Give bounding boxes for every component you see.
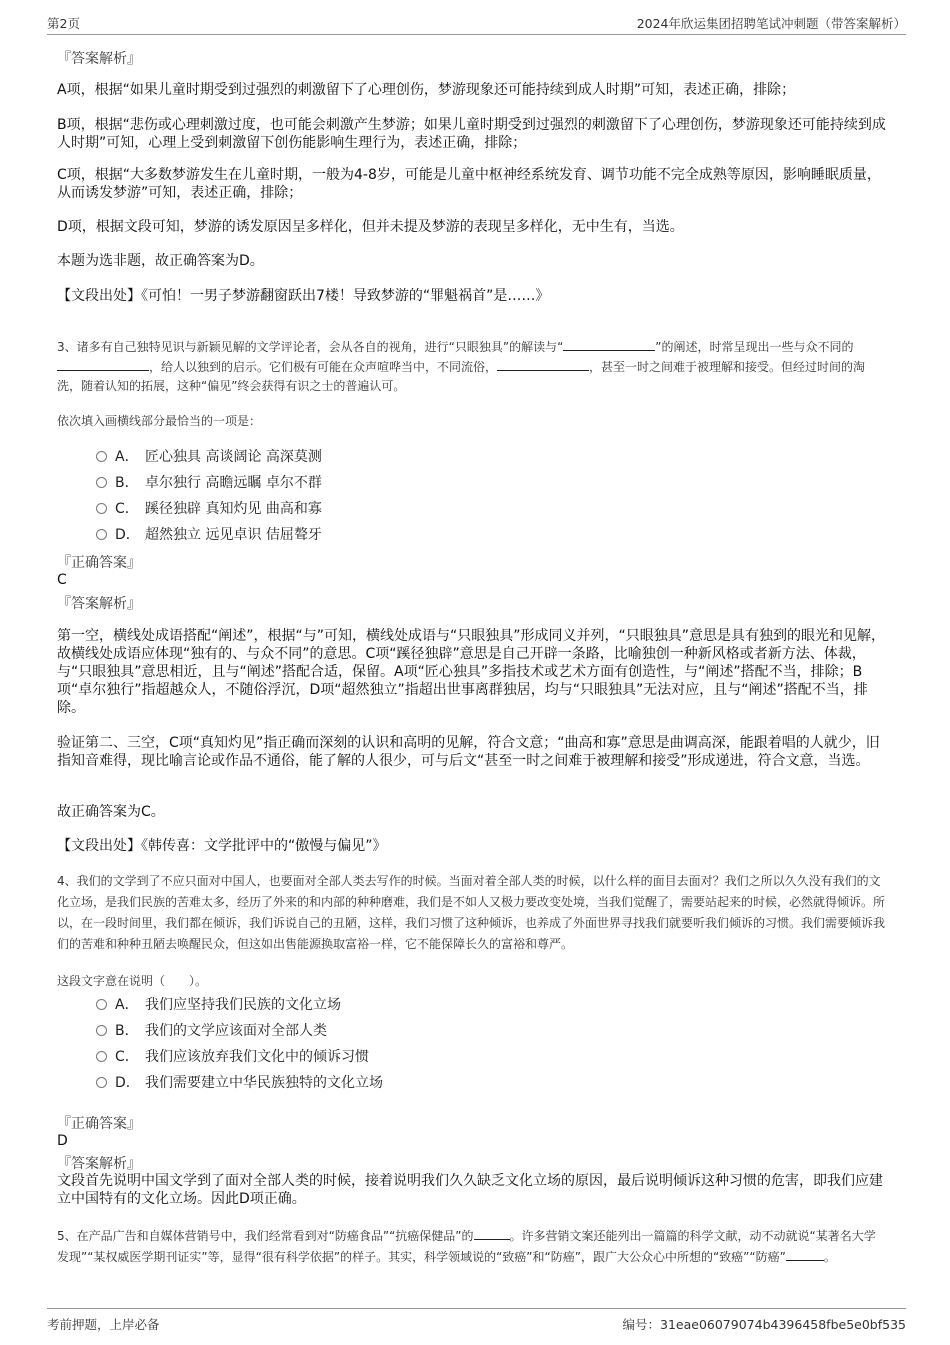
- q3-option-c[interactable]: C． 蹊径独辟 真知灼见 曲高和寡: [96, 498, 322, 518]
- q3-prompt: 依次填入画横线部分最恰当的一项是：: [57, 414, 262, 428]
- radio-icon[interactable]: [96, 529, 107, 540]
- q4-stem: 4、我们的文学到了不应只面对中国人，也要面对全部人类去写作的时候。当面对着全部人类的时候，以什么样的面目去面对？我们之所以久久没有我们的文化立场，是我们民族的苦难太多，经历了外来的和内部的种种磨难，我们是不如人又极力要改变处境，当我们觉醒了，需要站起来的时候，必然就得倾诉。所以，在一段时间里，我们都在倾诉，我们诉说自己的丑陋，这样，我们习惯了这种倾诉，也养成了外面世界寻找我们就要听我们倾诉的习惯。我们需要倾诉我们的苦难和种种丑陋去唤醒民众，但这如出售能源换取富裕一样，它不能保障长久的富裕和尊严。: [57, 874, 886, 951]
- q2-analysis-heading: 『答案解析』: [57, 51, 141, 67]
- q3-option-b[interactable]: B． 卓尔独行 高瞻远瞩 卓尔不群: [96, 472, 322, 492]
- radio-icon[interactable]: [96, 1051, 107, 1062]
- q3-source: 【文段出处】《韩传喜：文学批评中的“傲慢与偏见”》: [57, 838, 387, 854]
- radio-icon[interactable]: [96, 503, 107, 514]
- document-title: 2024年欣运集团招聘笔试冲刺题（带答案解析）: [636, 16, 906, 31]
- q3-correct-answer: C: [57, 572, 67, 588]
- q3-stem-part4: ，甚至一时之间难于被理解和接受。但经过时间的淘洗，随着认知的拓展，这种“偏见”终会获得有识之士的普遍认可。: [57, 359, 866, 393]
- q4-option-a[interactable]: A． 我们应坚持我们民族的文化立场: [96, 994, 341, 1014]
- q3-blank-3: [497, 358, 589, 371]
- q3-stem-part2: ”的阐述，时常呈现出一些与众不同的: [655, 340, 854, 354]
- radio-icon[interactable]: [96, 477, 107, 488]
- q2-analysis-c: C项，根据“大多数梦游发生在儿童时期，一般为4-8岁，可能是儿童中枢神经系统发育、调节功能不完全成熟等原因，影响睡眠质量，从而诱发梦游”可知，表述正确，排除；: [57, 167, 881, 201]
- q4-analysis-heading: 『答案解析』: [57, 1156, 141, 1172]
- page-footer: [47, 1308, 906, 1337]
- radio-icon[interactable]: [96, 1077, 107, 1088]
- q4-analysis: 文段首先说明中国文学到了面对全部人类的时候，接着说明我们久久缺乏文化立场的原因，最后说明倾诉这种习惯的危害，即我们应建立中国特有的文化立场。因此D项正确。: [57, 1173, 883, 1207]
- q3-analysis-heading: 『答案解析』: [57, 596, 141, 612]
- q4-option-b[interactable]: B． 我们的文学应该面对全部人类: [96, 1020, 327, 1040]
- q3-analysis-1: 第一空，横线处成语搭配“阐述”，根据“与”可知，横线处成语与“只眼独具”形成同义并列，“只眼独具”意思是具有独到的眼光和见解，故横线处成语应体现“独有的、与众不同”的意思。C项“蹊径独辟”意思是自己开辟一条路，比喻独创一种新风格或者新方法、体裁，与“只眼独具”意思相近，且与“阐述”搭配合适，保留。A项“匠心独具”多指技术或艺术方面有创造性，与“阐述”搭配不当，排除；B项“卓尔独行”指超越众人，不随俗浮沉，D项“超然独立”指超出世事离群独居，均与“只眼独具”无法对应，且与“阐述”搭配不当，排除。: [57, 628, 886, 716]
- q5-blank-1: [474, 1227, 510, 1240]
- q2-conclusion: 本题为选非题，故正确答案为D。: [57, 253, 264, 269]
- q3-option-d[interactable]: D． 超然独立 远见卓识 佶屈聱牙: [96, 524, 322, 544]
- q3-conclusion: 故正确答案为C。: [57, 804, 165, 820]
- q2-analysis-b: B项，根据“悲伤或心理刺激过度，也可能会刺激产生梦游；如果儿童时期受到过强烈的刺激留下了心理创伤，梦游现象还可能持续到成人时期”可知，心理上受到刺激留下创伤能影响生理行为，表述正确，排除；: [57, 117, 886, 151]
- q3-correct-heading: 『正确答案』: [57, 555, 141, 571]
- q3-stem-part1: 3、诸多有自己独特见识与新颖见解的文学评论者，会从各自的视角，进行“只眼独具”的解读与“: [57, 340, 564, 354]
- q4-correct-heading: 『正确答案』: [57, 1116, 141, 1132]
- q3-analysis-2: 验证第二、三空，C项“真知灼见”指正确而深刻的认识和高明的见解，符合文意；“曲高和寡”意思是曲调高深，能跟着唱的人就少，旧指知音难得，现比喻言论或作品不通俗，能了解的人很少，可与后文“甚至一时之间难于被理解和接受”形成递进，符合文意，当选。: [57, 735, 880, 769]
- q4-correct-answer: D: [57, 1133, 68, 1149]
- q4-option-d[interactable]: D． 我们需要建立中华民族独特的文化立场: [96, 1072, 383, 1092]
- q5-stem-part2: 。许多营销文案还能列出一篇篇的科学文献，动不动就说“某著名大学发现”“某权威医学期刊证实”等，显得“很有科学依据”的样子。其实，科学领域说的“致癌”和“防癌”，跟广大公众心中所想的“致癌”“防癌”: [57, 1229, 876, 1264]
- q2-analysis-d: D项，根据文段可知，梦游的诱发原因呈多样化，但并未提及梦游的表现呈多样化，无中生有，当选。: [57, 219, 684, 235]
- page-number: 第2页: [47, 16, 80, 31]
- footer-slogan: 考前押题，上岸必备: [47, 1317, 160, 1332]
- q5-stem-part1: 5、在产品广告和自媒体营销号中，我们经常看到对“防癌食品”“抗癌保健品”的: [57, 1229, 474, 1243]
- q3-stem: [57, 338, 887, 397]
- q3-option-a[interactable]: A． 匠心独具 高谈阔论 高深莫测: [96, 446, 322, 466]
- q5-stem: [57, 1226, 887, 1268]
- q3-stem-part3: ，给人以独到的启示。它们极有可能在众声喧哗当中，不同流俗，: [149, 359, 498, 374]
- q3-blank-1: [563, 338, 655, 351]
- document-id: 编号：31eae06079074b4396458fbe5e0bf535: [622, 1317, 906, 1332]
- page-header: [47, 12, 906, 35]
- q5-blank-2: [786, 1248, 824, 1261]
- q3-blank-2: [57, 358, 149, 371]
- radio-icon[interactable]: [96, 999, 107, 1010]
- radio-icon[interactable]: [96, 451, 107, 462]
- q2-analysis-a: A项，根据“如果儿童时期受到过强烈的刺激留下了心理创伤，梦游现象还可能持续到成人时期”可知，表述正确，排除；: [57, 82, 796, 98]
- radio-icon[interactable]: [96, 1025, 107, 1036]
- q4-option-c[interactable]: C． 我们应该放弃我们文化中的倾诉习惯: [96, 1046, 369, 1066]
- q5-stem-part3: 。: [823, 1250, 836, 1264]
- q4-prompt: 这段文字意在说明（ ）。: [57, 974, 208, 988]
- q2-source: 【文段出处】《可怕！一男子梦游翻窗跃出7楼！导致梦游的“罪魁祸首”是……》: [57, 288, 550, 304]
